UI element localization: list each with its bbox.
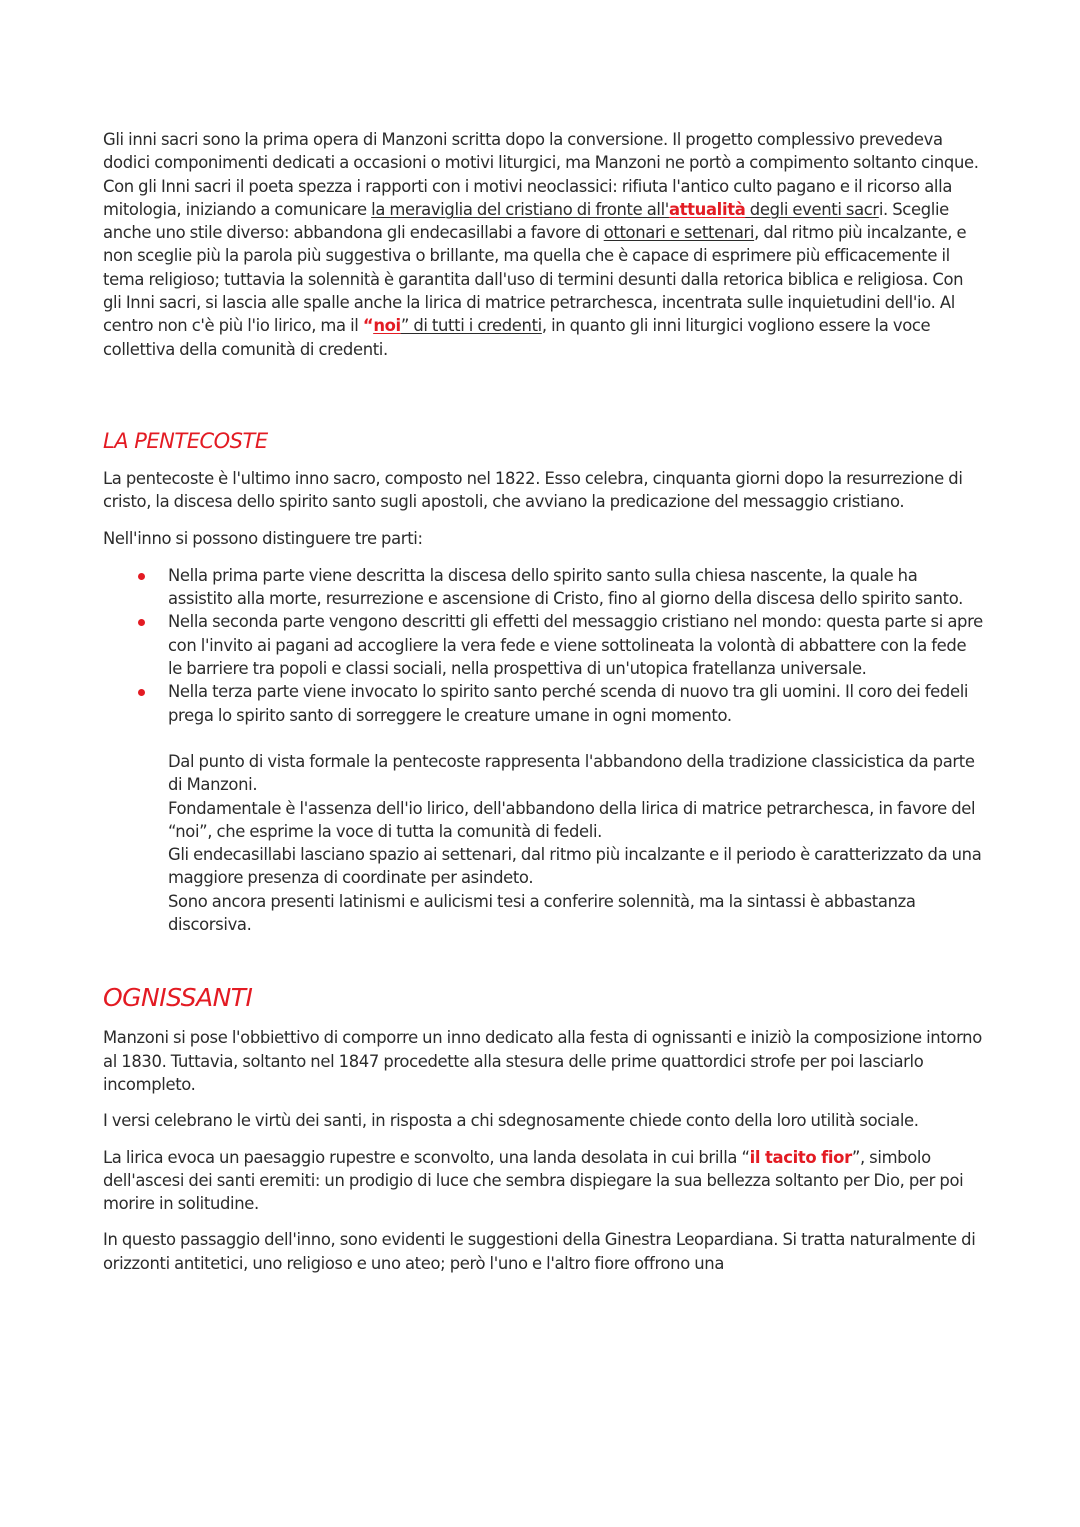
ognissanti-paragraph-2: I versi celebrano le virtù dei santi, in risposta a chi sdegnosamente chiede conto della loro utilità sociale. [103, 1111, 919, 1131]
ognissanti-paragraph-4: In questo passaggio dell'inno, sono evidenti le suggestioni della Ginestra Leopardiana. Si tratta naturalmente di orizzonti antitetici, uno religioso e uno ateo; però l'uno e l'altro fiore offrono una [103, 1230, 976, 1273]
list-item [103, 564, 983, 611]
intro-text-4: , in quanto gli inni liturgici vogliono essere la voce collettiva della comunità di credenti. [103, 316, 931, 359]
highlight-tacito-fior: il tacito fior [749, 1147, 852, 1167]
ognissanti-paragraph-3 [103, 1146, 983, 1216]
list-item [103, 680, 983, 727]
paragraph-text: ”, simbolo dell'ascesi dei santi eremiti: un prodigio di luce che sembra dispiegare la sua bellezza soltanto per Dio, per poi morire in solitudine. [103, 1147, 964, 1214]
underlined-phrase-meraviglia [371, 200, 879, 219]
quote-open: “ [362, 316, 374, 336]
formal-note: Fondamentale è l'assenza dell'io lirico, dell'abbandono della lirica di matrice petrarchesca, in favore del “noi”, che esprime la voce di tutta la comunità di fedeli. [168, 798, 976, 841]
paragraph-text: La lirica evoca un paesaggio rupestre e sconvolto, una landa desolata in cui brilla “ [103, 1147, 750, 1167]
underlined-text: degli eventi sacr [745, 199, 879, 219]
list-item [103, 610, 983, 680]
formal-note: Gli endecasillabi lasciano spazio ai settenari, dal ritmo più incalzante e il periodo è caratterizzato da una maggiore presenza di coordinate per asindeto. [168, 845, 982, 888]
underlined-text: la meraviglia del cristiano di fronte all' [371, 199, 669, 219]
heading-la-pentecoste: LA PENTECOSTE [103, 428, 268, 453]
intro-paragraph [103, 128, 983, 361]
formal-note: Dal punto di vista formale la pentecoste rappresenta l'abbandono della tradizione classicistica da parte di Manzoni. [168, 751, 975, 795]
list-item-text: Nella seconda parte vengono descritti gli effetti del messaggio cristiano nel mondo: questa parte si apre con l'invito ai pagani ad accogliere la vera fede e viene sottolineata la volontà di abbattere con la fede le barriere tra popoli e classi sociali, nella prospettiva di un'utopica fratellanza universale. [168, 612, 983, 679]
intro-text-3: , dal ritmo più incalzante, e non sceglie più la parola più suggestiva o brillante, ma quella che è capace di esprimere più efficacemente il tema religioso; tuttavia la solennità è garantita dall'uso di termini desunti dalla retorica biblica e religiosa. Con gli Inni sacri, si lascia alle spalle anche la lirica di matrice petrarchesca, incentrata sulle inquietudini dell'io. Al centro non c'è più l'io lirico, ma il [103, 223, 967, 336]
bullet-icon [138, 689, 145, 696]
heading-ognissanti: OGNISSANTI [103, 983, 253, 1013]
ognissanti-paragraph-1: Manzoni si pose l'obbiettivo di comporre un inno dedicato alla festa di ognissanti e iniziò la composizione intorno al 1830. Tuttavia, soltanto nel 1847 procedette alla stesura delle prime quattordici strofe per poi lasciarlo incompleto. [103, 1028, 982, 1094]
intro-text-1: Gli inni sacri sono la prima opera di Manzoni scritta dopo la conversione. Il progetto complessivo prevedeva dodici componimenti dedicati a occasioni o motivi liturgici, ma Manzoni ne portò a compimento soltanto cinque. Con gli Inni sacri il poeta spezza i rapporti con i motivi neoclassici: rifiuta l'antico culto pagano e il ricorso alla mitologia, iniziando a comunicare [103, 130, 979, 219]
document-page [103, 128, 983, 1275]
pentecoste-paragraph-2: Nell'inno si possono distinguere tre parti: [103, 528, 423, 548]
pentecoste-parts-list [103, 564, 983, 727]
underlined-phrase-noi [373, 316, 542, 335]
intro-text-2: i. Sceglie anche uno stile diverso: abbandona gli endecasillabi a favore di [103, 199, 949, 243]
highlight-attualita: attualità [668, 199, 746, 219]
bullet-icon [138, 573, 145, 580]
highlight-noi: noi [373, 316, 401, 336]
underlined-ottonari-settenari: ottonari e settenari [603, 223, 755, 243]
bullet-icon [138, 619, 145, 626]
pentecoste-paragraph-1: La pentecoste è l'ultimo inno sacro, composto nel 1822. Esso celebra, cinquanta giorni dopo la resurrezione di cristo, la discesa dello spirito santo sugli apostoli, che avviano la predicazione del messaggio cristiano. [103, 468, 963, 512]
list-item-text: Nella prima parte viene descritta la discesa dello spirito santo sulla chiesa nascente, la quale ha assistito alla morte, resurrezione e ascensione di Cristo, fino al giorno della discesa dello spirito santo. [168, 565, 963, 609]
underlined-text: ” di tutti i credenti [400, 316, 542, 336]
formal-note: Sono ancora presenti latinismi e aulicismi tesi a conferire solennità, ma la sintassi è abbastanza discorsiva. [168, 891, 916, 935]
list-item-text: Nella terza parte viene invocato lo spirito santo perché scenda di nuovo tra gli uomini. Il coro dei fedeli prega lo spirito santo di sorreggere le creature umane in ogni momento. [168, 682, 969, 725]
pentecoste-formal-notes [103, 750, 983, 936]
